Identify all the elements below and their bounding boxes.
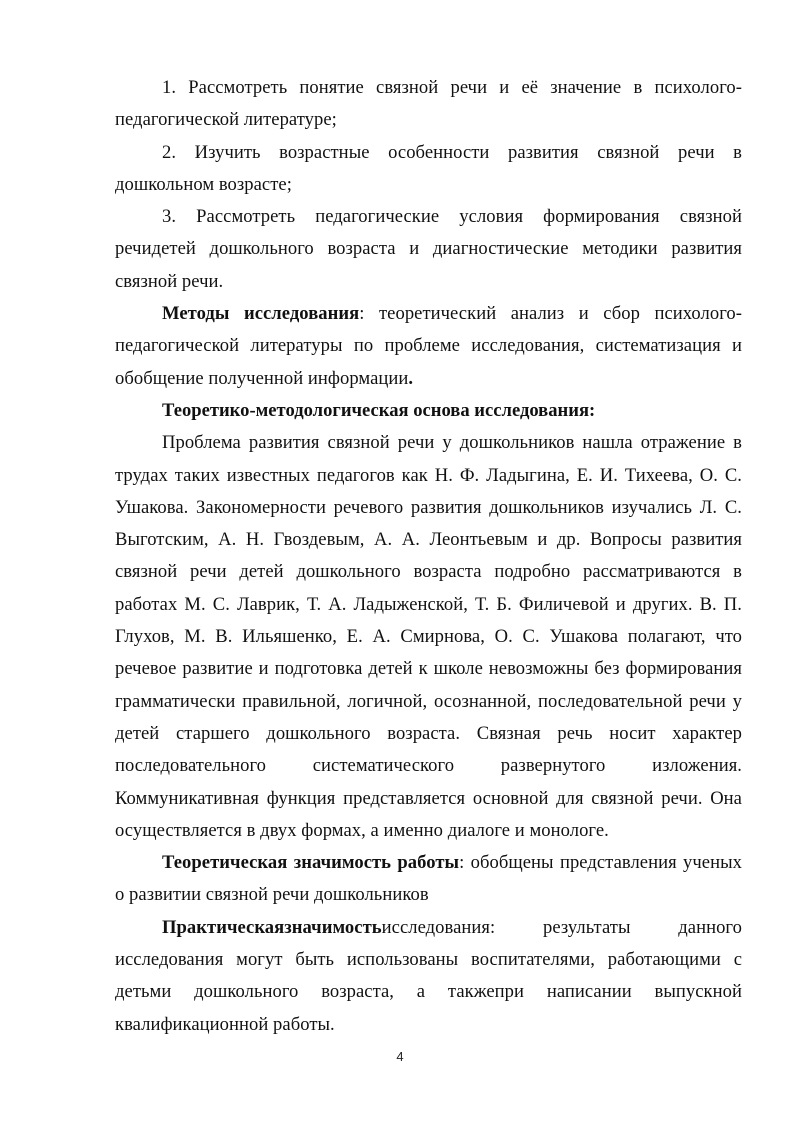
task-item-1: 1. Рассмотреть понятие связной речи и её значение в психолого-педагогической литературе;: [115, 77, 742, 131]
task-item-2: 2. Изучить возрастные особенности развития связной речи в дошкольном возрасте;: [115, 141, 742, 195]
practical-significance-label: Практическаязначимость: [162, 916, 382, 938]
document-page: [115, 72, 742, 1041]
theoretical-significance-label: Теоретическая значимость работы: [162, 852, 460, 874]
task-item-3: 3. Рассмотреть педагогические условия формирования связной речидетей дошкольного возраста и диагностические методики развития связной речи.: [115, 206, 742, 292]
methods-label: Методы исследования: [162, 303, 360, 325]
basis-heading: Теоретико-методологическая основа исследования:: [162, 399, 596, 421]
practical-significance-text: исследования: результаты данного исследования могут быть использованы воспитателями, работающими с детьми дошкольного возраста, а такжепри написании выпускной квалификационной работы.: [115, 916, 742, 1035]
theoretical-significance-text: : обобщены представления ученых о развитии связной речи дошкольников: [115, 852, 742, 906]
basis-paragraph: Проблема развития связной речи у дошкольников нашла отражение в трудах таких известных педагогов как Н. Ф. Ладыгина, Е. И. Тихеева, О. С. Ушакова. Закономерности речевого развития дошкольников изучались Л. С. Выготским, А. Н. Гвоздевым, А. А. Леонтьевым и др. Вопросы развития связной речи детей дошкольного возраста подробно рассматриваются в работах М. С. Лаврик, Т. А. Ладыженской, Т. Б. Филичевой и других. В. П. Глухов, М. В. Ильяшенко, Е. А. Смирнова, О. С. Ушакова полагают, что речевое развитие и подготовка детей к школе невозможны без формирования грамматически правильной, логичной, осознанной, последовательной речи у детей старшего дошкольного возраста. Связная речь носит характер последовательного систематического развернутого изложения. Коммуникативная функция представляется основной для связной речи. Она осуществляется в двух формах, а именно диалоге и монологе.: [115, 432, 742, 841]
theoretical-significance-paragraph: [115, 847, 742, 912]
page-number: 4: [396, 1049, 404, 1064]
methods-text: : теоретический анализ и сбор психолого-педагогической литературы по проблеме исследования, систематизация и обобщение полученной информации: [115, 303, 742, 389]
methods-paragraph: [115, 298, 742, 395]
practical-significance-paragraph: [115, 912, 742, 1041]
methods-end: .: [408, 367, 414, 389]
